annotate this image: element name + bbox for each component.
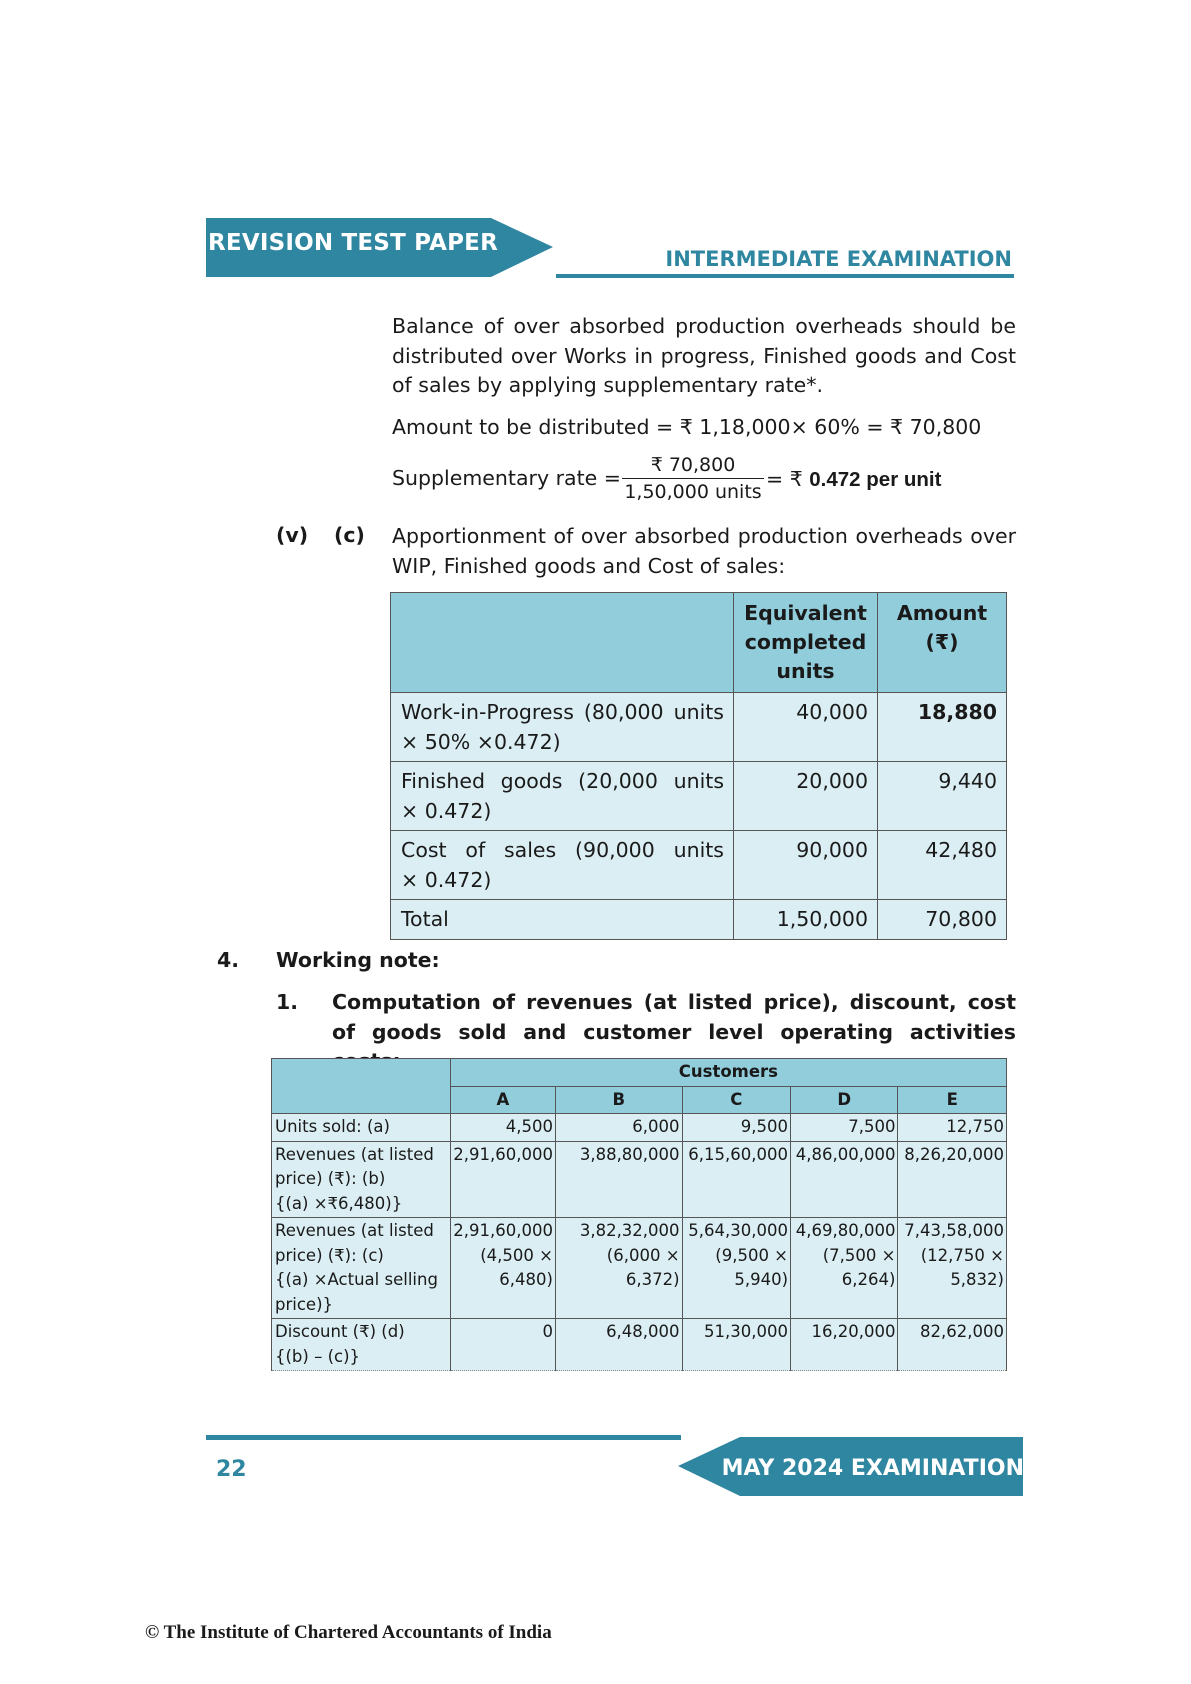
cell-customer-a [450, 1319, 555, 1371]
cell-customer-d [791, 1319, 898, 1371]
cell-customer-b [555, 1218, 682, 1319]
cell-customer-a [450, 1114, 555, 1142]
table-row [272, 1141, 1007, 1218]
row-amount-value: 18,880 [917, 700, 997, 724]
paragraph-balance: Balance of over absorbed production overheads should be distributed over Works in progress, Finished goods and Cost of sales by applying supplementary rate*. [392, 314, 1016, 397]
cell-line: 3,88,80,000 [579, 1144, 680, 1164]
sub-item-title: Computation of revenues (at listed price), discount, cost of goods sold and customer level operating activities [332, 990, 1016, 1044]
cell-customer-d [791, 1141, 898, 1218]
cell-line: 7,500 [848, 1117, 896, 1136]
cell-line: 12,750 [946, 1117, 1004, 1136]
cell-line: (9,500 × [715, 1245, 789, 1265]
cell-line: (6,000 × 6,372) [606, 1245, 680, 1289]
table-row [391, 762, 1007, 831]
row-label-line: {(b) – (c)} [275, 1346, 361, 1366]
row-label [272, 1218, 451, 1319]
cell-line: 6,15,60,000 [688, 1144, 789, 1164]
header-rule [556, 274, 1014, 278]
header-right-title: INTERMEDIATE EXAMINATION [665, 247, 1012, 271]
row-amount: 70,800 [878, 900, 1007, 940]
row-amount [878, 693, 1007, 762]
row-label-line: Revenues (at listed [275, 1221, 434, 1240]
row-desc-line1: Cost of sales (90,000 units [401, 838, 724, 862]
row-desc-line1: Finished goods (20,000 units [401, 769, 724, 793]
cell-customer-c [682, 1319, 790, 1371]
table-header-units: Equivalent completed units [734, 593, 878, 693]
table-header-amount: Amount (₹) [878, 593, 1007, 693]
table-row [272, 1114, 1007, 1142]
row-desc-line2: × 0.472) [401, 798, 492, 823]
cell-line: (7,500 × [822, 1245, 896, 1265]
supplementary-rate-value: 0.472 per unit [809, 468, 942, 491]
apportionment-table [390, 592, 1007, 940]
cell-customer-d [791, 1218, 898, 1319]
cell-customer-a [450, 1141, 555, 1218]
item-number-4: 4. [217, 948, 240, 972]
table-row [272, 1319, 1007, 1371]
supplementary-rate-eq: = ₹ [766, 467, 803, 491]
cell-line: 4,86,00,000 [795, 1144, 896, 1164]
customer-revenue-table [271, 1058, 1007, 1371]
item-label-v: (v) [276, 523, 309, 547]
row-label-line: price)} [275, 1294, 333, 1314]
customer-header: D [791, 1086, 898, 1114]
cell-line: 6,264) [841, 1270, 896, 1289]
cell-line: (12,750 × [920, 1245, 1004, 1265]
row-label-line: Units sold: (a) [275, 1117, 390, 1136]
row-units: 20,000 [734, 762, 878, 831]
cell-customer-e [898, 1319, 1007, 1371]
cell-line: 6,000 [632, 1117, 680, 1136]
row-desc: Total [391, 900, 734, 940]
footer-exam-title: MAY 2024 EXAMINATION [721, 1456, 1024, 1481]
row-units: 90,000 [734, 831, 878, 900]
amount-distributed-line: Amount to be distributed = ₹ 1,18,000× 60% = ₹ 70,800 [392, 415, 982, 439]
fraction-denominator: 1,50,000 units [624, 481, 762, 503]
cell-line: 5,940) [734, 1270, 789, 1289]
table-group-header-row [272, 1059, 1007, 1087]
customers-group-header: Customers [450, 1059, 1006, 1087]
customer-header: C [682, 1086, 790, 1114]
customer-header: E [898, 1086, 1007, 1114]
row-desc-line2: × 0.472) [401, 867, 492, 892]
customer-table-body [272, 1114, 1007, 1371]
item-label-c: (c) [334, 523, 365, 547]
row-label [272, 1114, 451, 1142]
copyright-notice: © The Institute of Chartered Accountants of India [145, 1622, 552, 1643]
page-number: 22 [216, 1457, 247, 1482]
cell-line: (4,500 × [480, 1245, 553, 1265]
cell-line: 8,26,20,000 [904, 1144, 1004, 1164]
cell-line: 2,91,60,000 [453, 1144, 553, 1164]
table-row [391, 693, 1007, 762]
working-note-title: Working note: [276, 948, 440, 972]
paragraph-apportionment: Apportionment of over absorbed production overheads over WIP, Finished goods and Cost of sales: [392, 524, 1016, 578]
cell-customer-a [450, 1218, 555, 1319]
row-label-line: price) (₹): (b) [275, 1169, 386, 1188]
cell-line: 5,832) [950, 1270, 1004, 1289]
cell-line: 4,69,80,000 [795, 1221, 896, 1240]
sub-item-number: 1. [276, 990, 299, 1014]
cell-customer-c [682, 1218, 790, 1319]
cell-line: 2,91,60,000 [453, 1221, 553, 1240]
cell-customer-b [555, 1141, 682, 1218]
row-label [272, 1319, 451, 1371]
header-left-title: REVISION TEST PAPER [208, 230, 498, 256]
fraction-bar [622, 478, 764, 479]
row-desc [391, 762, 734, 831]
row-label-line: Discount (₹) (d) [275, 1322, 405, 1341]
supplementary-rate-result [766, 467, 941, 492]
cell-line: 6,48,000 [606, 1322, 680, 1341]
cell-customer-c [682, 1114, 790, 1142]
cell-customer-e [898, 1114, 1007, 1142]
cell-customer-c [682, 1141, 790, 1218]
footer-rule [206, 1435, 681, 1440]
row-amount: 42,480 [878, 831, 1007, 900]
cell-line: 16,20,000 [811, 1322, 896, 1341]
row-label-line: price) (₹): (c) [275, 1245, 384, 1265]
fraction-numerator: ₹ 70,800 [650, 454, 736, 476]
cell-line: 51,30,000 [704, 1322, 789, 1341]
table-row [272, 1218, 1007, 1319]
row-units: 40,000 [734, 693, 878, 762]
row-desc-line1: Work-in-Progress (80,000 units [401, 700, 724, 724]
table-row-total [391, 900, 1007, 940]
supplementary-rate-label: Supplementary rate = [392, 466, 621, 490]
cell-customer-b [555, 1319, 682, 1371]
row-desc [391, 693, 734, 762]
cell-line: 4,500 [505, 1117, 553, 1136]
customer-header: A [450, 1086, 555, 1114]
table-header-blank [391, 593, 734, 693]
cell-line: 6,480) [499, 1270, 553, 1289]
row-label-line: Revenues (at listed [275, 1144, 434, 1164]
cell-line: 0 [542, 1322, 553, 1341]
cell-line: 82,62,000 [920, 1322, 1004, 1341]
row-label [272, 1141, 451, 1218]
table-header-blank [272, 1059, 451, 1114]
cell-customer-e [898, 1218, 1007, 1319]
table-row [391, 831, 1007, 900]
cell-line: 3,82,32,000 [579, 1221, 680, 1240]
table-header-row [391, 593, 1007, 693]
row-label-line: {(a) ×₹6,480)} [275, 1193, 403, 1213]
row-units: 1,50,000 [734, 900, 878, 940]
cell-line: 9,500 [740, 1117, 789, 1136]
supplementary-rate-fraction [622, 454, 764, 503]
cell-customer-d [791, 1114, 898, 1142]
cell-line: 5,64,30,000 [688, 1221, 789, 1240]
row-amount: 9,440 [878, 762, 1007, 831]
cell-customer-b [555, 1114, 682, 1142]
row-desc [391, 831, 734, 900]
cell-line: 7,43,58,000 [904, 1221, 1004, 1240]
row-label-line: {(a) ×Actual selling [275, 1270, 438, 1289]
cell-customer-e [898, 1141, 1007, 1218]
row-desc-line2: × 50% ×0.472) [401, 729, 561, 754]
customer-header: B [555, 1086, 682, 1114]
